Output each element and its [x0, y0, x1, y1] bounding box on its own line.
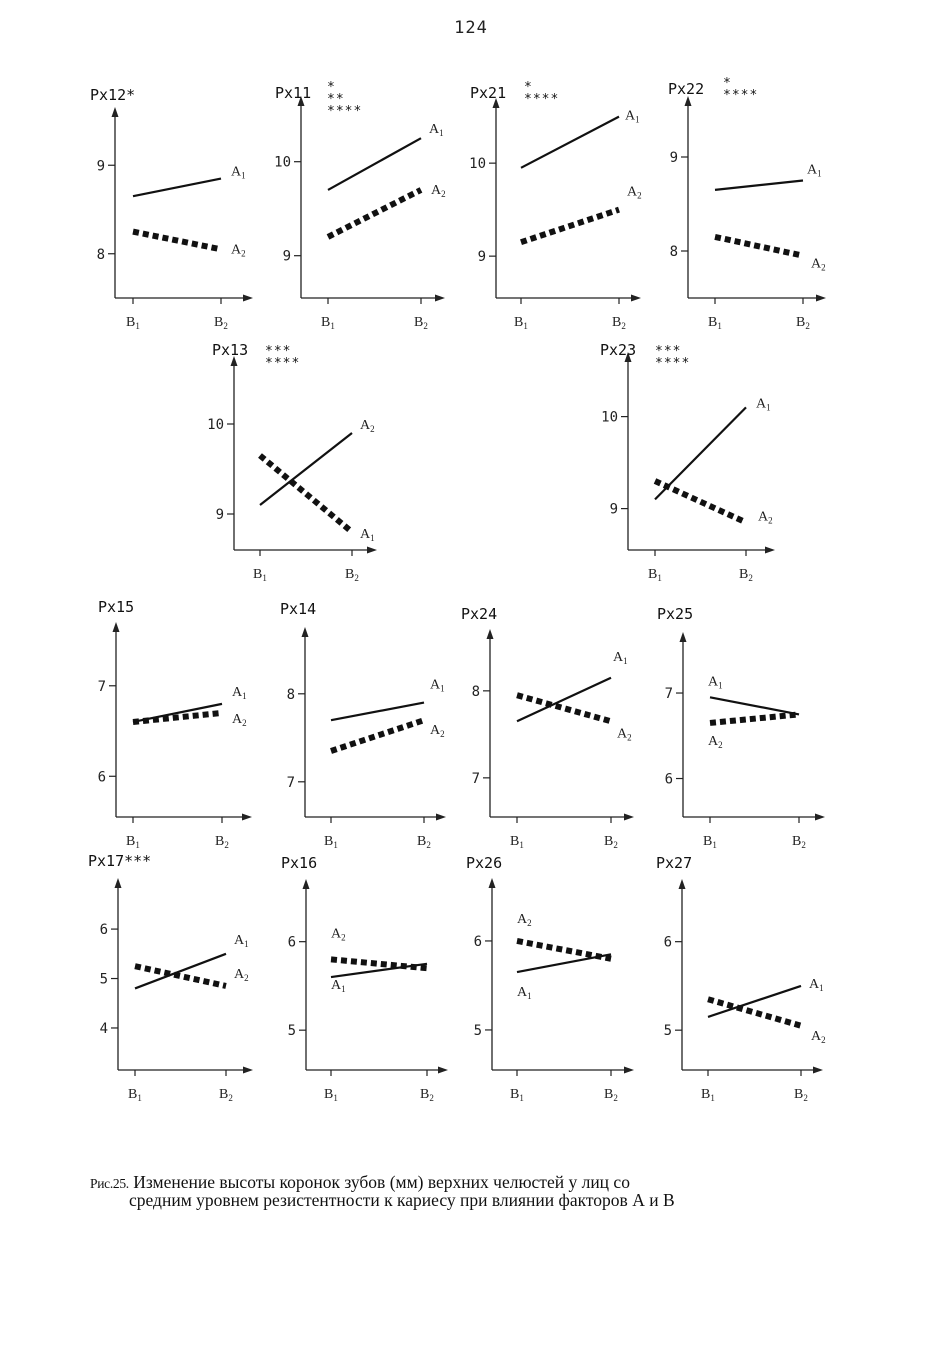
series-label-a2: $A_2$: [627, 184, 642, 201]
series-line-a2: [133, 232, 221, 250]
panel-title: Px11: [275, 84, 312, 102]
series-label-a1: $A_1$: [613, 649, 628, 666]
x-tick-label: $B_2$: [420, 1087, 434, 1103]
x-tick-label: $B_1$: [324, 1087, 338, 1103]
x-tick-label: $B_2$: [214, 315, 228, 331]
series-label-a2: $A_2$: [430, 723, 445, 740]
page-number: 124: [454, 18, 488, 38]
x-axis-arrow: [624, 814, 634, 821]
x-tick-label: $B_2$: [414, 315, 428, 331]
x-tick-label: $B_1$: [324, 834, 338, 850]
panel-title: Px23: [600, 341, 637, 359]
x-tick-label: $B_2$: [215, 834, 229, 850]
y-axis-arrow: [679, 879, 686, 889]
series-label-a2: $A_2$: [431, 182, 446, 199]
x-axis-arrow: [242, 814, 252, 821]
y-tick-label: 5: [473, 1022, 482, 1039]
series-line-a2: [655, 481, 746, 522]
panel-title: Px17***: [88, 852, 152, 870]
x-axis-arrow: [631, 295, 641, 302]
series-label-a2: $A_2$: [231, 242, 246, 259]
series-label-a2: $A_2$: [517, 911, 532, 928]
y-tick-label: 6: [99, 922, 108, 939]
x-tick-label: $B_1$: [701, 1087, 715, 1103]
chart-panel-px22: [668, 76, 826, 331]
chart-panel-px24: [461, 605, 634, 850]
chart-panel-px26: [466, 854, 634, 1103]
y-tick-label: 9: [669, 150, 678, 166]
y-tick-label: 10: [469, 156, 486, 173]
x-tick-label: $B_1$: [510, 834, 524, 850]
caption-line-1: Изменение высоты коронок зубов (мм) верхних челюстей у лиц со: [133, 1172, 630, 1192]
series-label-a1: $A_1$: [517, 985, 532, 1002]
x-axis-arrow: [438, 1067, 448, 1074]
x-tick-label: $B_1$: [648, 567, 662, 583]
y-tick-label: 5: [287, 1023, 296, 1040]
series-label-a2: $A_2$: [331, 926, 346, 943]
y-axis-arrow: [115, 878, 122, 888]
chart-panel-px13: [207, 341, 377, 583]
series-label-a1: $A_1$: [708, 674, 723, 691]
series-line-a2: [710, 714, 799, 723]
significance-stars: ****: [723, 88, 759, 103]
significance-stars: ***: [265, 344, 292, 359]
significance-stars: ****: [327, 104, 363, 119]
y-tick-label: 6: [664, 771, 673, 788]
y-axis-arrow: [489, 878, 496, 888]
series-line-a2: [331, 720, 424, 751]
chart-panel-px16: [281, 854, 448, 1103]
significance-stars: ****: [265, 356, 301, 371]
x-tick-label: $B_1$: [321, 315, 335, 331]
series-label-a2: $A_2$: [617, 726, 632, 743]
panel-title: Px14: [280, 600, 317, 618]
chart-panel-px23: [600, 341, 775, 583]
x-tick-label: $B_2$: [345, 567, 359, 583]
x-axis-arrow: [815, 814, 825, 821]
series-label-a2: $A_2$: [811, 256, 826, 273]
x-axis-arrow: [624, 1067, 634, 1074]
series-label-a1: $A_1$: [756, 396, 771, 413]
x-tick-label: $B_2$: [796, 315, 810, 331]
y-tick-label: 6: [97, 769, 106, 786]
y-tick-label: 8: [96, 246, 105, 263]
significance-stars: *: [524, 80, 533, 95]
chart-panel-px15: [98, 598, 252, 850]
x-tick-label: $B_1$: [514, 315, 528, 331]
y-tick-label: 9: [215, 507, 224, 523]
x-tick-label: $B_1$: [126, 834, 140, 850]
x-tick-label: $B_1$: [510, 1087, 524, 1103]
x-tick-label: $B_2$: [739, 567, 753, 583]
x-axis-arrow: [816, 295, 826, 302]
panel-title: Px16: [281, 854, 318, 872]
series-label-a1: $A_1$: [429, 122, 444, 139]
significance-stars: **: [327, 92, 345, 107]
y-tick-label: 7: [471, 770, 480, 787]
chart-panel-px12: [90, 86, 253, 331]
x-axis-arrow: [243, 295, 253, 302]
chart-panel-px21: [469, 80, 641, 331]
figure-caption: [90, 1174, 890, 1209]
panel-title: Px26: [466, 854, 503, 872]
x-tick-label: $B_2$: [604, 1087, 618, 1103]
series-label-a1: $A_1$: [331, 978, 346, 995]
x-tick-label: $B_2$: [794, 1087, 808, 1103]
y-tick-label: 10: [274, 154, 291, 171]
y-tick-label: 6: [473, 933, 482, 950]
panel-title: Px13: [212, 341, 249, 359]
y-tick-label: 8: [669, 244, 678, 260]
series-line-a1: [328, 138, 421, 190]
series-label-a2: $A_2$: [360, 418, 375, 434]
y-tick-label: 10: [601, 409, 618, 426]
series-line-a2: [521, 210, 619, 243]
series-line-a2: [133, 713, 222, 722]
series-label-a1: $A_1$: [360, 527, 375, 543]
chart-panel-px17: [88, 852, 253, 1103]
x-axis-arrow: [813, 1067, 823, 1074]
x-tick-label: $B_1$: [708, 315, 722, 331]
panel-title: Px22: [668, 80, 705, 98]
y-tick-label: 7: [664, 686, 673, 703]
y-tick-label: 7: [286, 774, 295, 791]
chart-panel-px11: [274, 80, 445, 331]
significance-stars: *: [327, 80, 336, 95]
x-tick-label: $B_1$: [253, 567, 267, 583]
x-tick-label: $B_1$: [128, 1087, 142, 1103]
series-line-a2: [331, 959, 427, 968]
x-tick-label: $B_2$: [612, 315, 626, 331]
x-tick-label: $B_1$: [703, 834, 717, 850]
x-tick-label: $B_2$: [417, 834, 431, 850]
y-axis-arrow: [487, 629, 494, 639]
y-tick-label: 4: [99, 1020, 108, 1037]
x-tick-label: $B_2$: [792, 834, 806, 850]
caption-line-2: средним уровнем резистентности к кариесу при влиянии факторов А и В: [129, 1190, 675, 1210]
figure-label: Рис.25.: [90, 1176, 129, 1191]
series-label-a2: $A_2$: [758, 509, 773, 526]
y-tick-label: 6: [663, 934, 672, 951]
panel-title: Px27: [656, 854, 693, 872]
series-line-a2: [328, 190, 421, 237]
chart-panel-px25: [657, 605, 825, 850]
x-axis-arrow: [436, 814, 446, 821]
y-tick-label: 7: [97, 678, 106, 695]
y-tick-label: 10: [207, 417, 224, 433]
series-label-a1: $A_1$: [625, 108, 640, 125]
y-tick-label: 9: [96, 158, 105, 175]
series-label-a1: $A_1$: [807, 162, 822, 179]
series-label-a1: $A_1$: [234, 932, 249, 949]
series-label-a1: $A_1$: [430, 677, 445, 694]
y-tick-label: 9: [609, 501, 618, 518]
series-label-a1: $A_1$: [232, 684, 247, 701]
y-tick-label: 6: [287, 934, 296, 951]
x-tick-label: $B_2$: [604, 834, 618, 850]
significance-stars: ***: [655, 344, 682, 359]
x-axis-arrow: [435, 295, 445, 302]
series-label-a2: $A_2$: [234, 966, 249, 983]
x-axis-arrow: [243, 1067, 253, 1074]
y-tick-label: 8: [471, 683, 480, 700]
series-label-a1: $A_1$: [809, 976, 824, 993]
series-label-a1: $A_1$: [231, 164, 246, 181]
significance-stars: ****: [524, 92, 560, 107]
series-line-a1: [133, 179, 221, 197]
y-axis-arrow: [303, 879, 310, 889]
panel-title: Px15: [98, 598, 135, 616]
y-axis-arrow: [113, 622, 120, 632]
significance-stars: ****: [655, 356, 691, 371]
series-line-a1: [710, 697, 799, 714]
y-axis-arrow: [680, 632, 687, 642]
y-tick-label: 5: [663, 1023, 672, 1040]
panel-title: Px21: [470, 84, 507, 102]
series-line-a1: [715, 181, 803, 190]
series-line-a2: [517, 941, 611, 959]
chart-panel-px14: [280, 600, 446, 850]
panel-title: Px24: [461, 605, 498, 623]
series-line-a1: [331, 703, 424, 721]
y-tick-label: 9: [282, 248, 291, 265]
series-label-a2: $A_2$: [232, 711, 247, 728]
panel-title: Px12*: [90, 86, 136, 104]
x-axis-arrow: [367, 547, 377, 554]
significance-stars: *: [723, 76, 732, 91]
series-line-a1: [521, 117, 619, 168]
x-tick-label: $B_2$: [219, 1087, 233, 1103]
y-tick-label: 8: [286, 686, 295, 703]
y-tick-label: 9: [477, 249, 486, 266]
y-tick-label: 5: [99, 971, 108, 988]
series-label-a2: $A_2$: [811, 1028, 826, 1045]
x-axis-arrow: [765, 547, 775, 554]
panel-title: Px25: [657, 605, 694, 623]
series-line-a2: [715, 237, 803, 256]
chart-panel-px27: [656, 854, 826, 1103]
y-axis-arrow: [112, 107, 119, 117]
x-tick-label: $B_1$: [126, 315, 140, 331]
y-axis-arrow: [302, 627, 309, 637]
series-label-a2: $A_2$: [708, 733, 723, 750]
